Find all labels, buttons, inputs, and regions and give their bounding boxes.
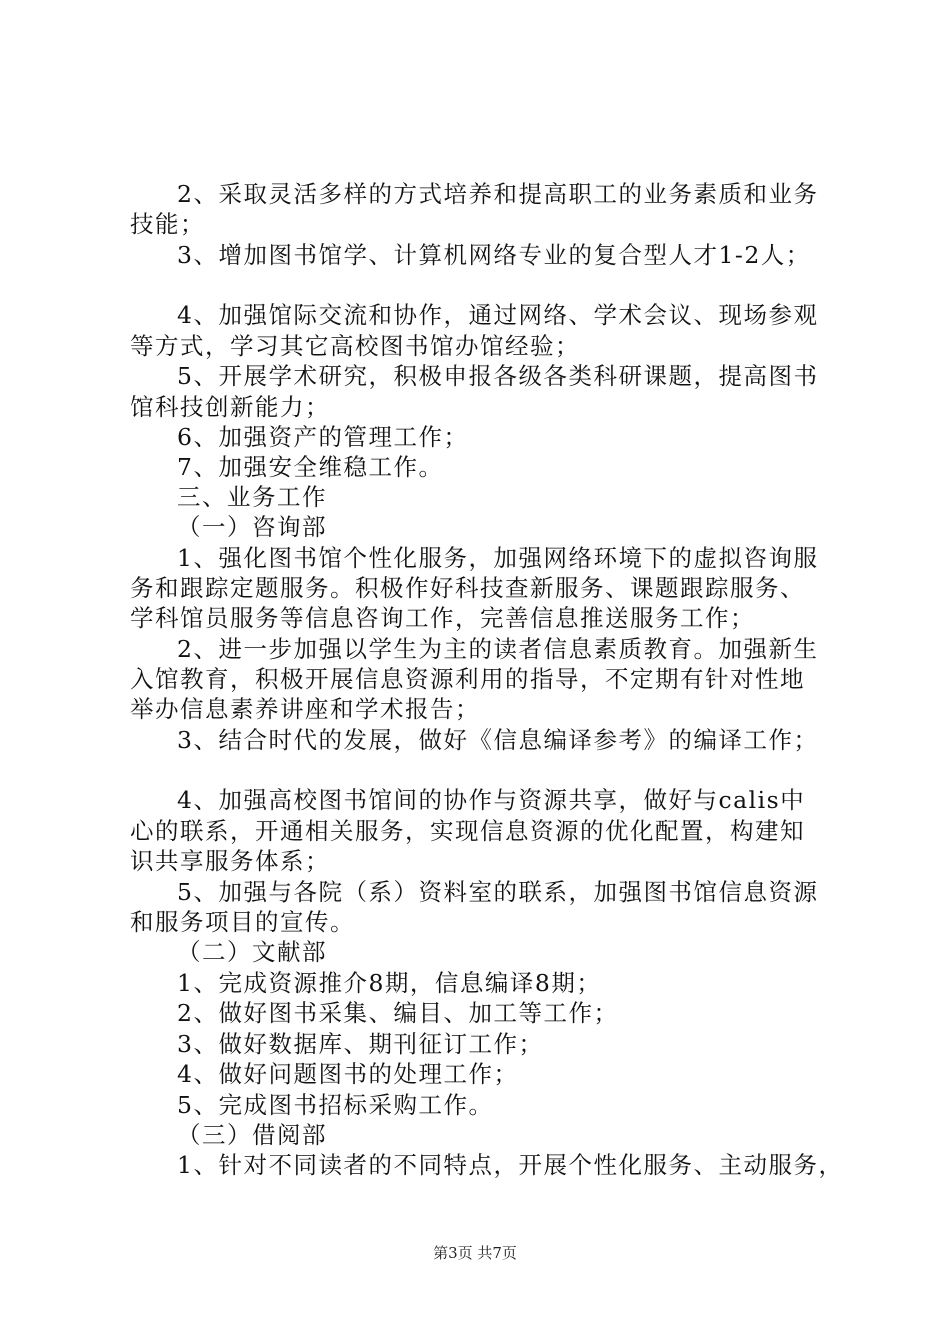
text-line: 馆科技创新能力； xyxy=(130,393,330,421)
text-line: 5、完成图书招标采购工作。 xyxy=(177,1091,494,1119)
subsection-heading: （一）咨询部 xyxy=(177,513,327,541)
text-line: 4、加强馆际交流和协作，通过网络、学术会议、现场参观 xyxy=(177,301,819,329)
text-line: 1、针对不同读者的不同特点，开展个性化服务、主动服务， xyxy=(177,1151,844,1179)
page-number: 第3页 共7页 xyxy=(433,1244,517,1262)
text-line: 6、加强资产的管理工作； xyxy=(177,423,469,451)
text-line: 技能； xyxy=(130,210,205,238)
text-line: 5、加强与各院（系）资料室的联系，加强图书馆信息资源 xyxy=(177,878,819,906)
text-line: 心的联系，开通相关服务，实现信息资源的优化配置，构建知 xyxy=(130,817,805,845)
text-line: 识共享服务体系； xyxy=(130,847,330,875)
text-line: 2、采取灵活多样的方式培养和提高职工的业务素质和业务 xyxy=(177,180,819,208)
subsection-heading: （三）借阅部 xyxy=(177,1121,327,1149)
text-line: 1、完成资源推介8期，信息编译8期； xyxy=(177,969,602,997)
text-line: 2、做好图书采集、编目、加工等工作； xyxy=(177,999,619,1027)
text-line: 等方式，学习其它高校图书馆办馆经验； xyxy=(130,332,580,360)
text-line: 2、进一步加强以学生为主的读者信息素质教育。加强新生 xyxy=(177,635,819,663)
text-line: 3、结合时代的发展，做好《信息编译参考》的编译工作； xyxy=(177,726,819,754)
text-line: 7、加强安全维稳工作。 xyxy=(177,453,444,481)
text-line: 学科馆员服务等信息咨询工作，完善信息推送服务工作； xyxy=(130,604,755,632)
text-line: 4、做好问题图书的处理工作； xyxy=(177,1060,519,1088)
subsection-heading: （二）文献部 xyxy=(177,938,327,966)
text-line: 3、做好数据库、期刊征订工作； xyxy=(177,1030,544,1058)
text-line: 1、强化图书馆个性化服务，加强网络环境下的虚拟咨询服 xyxy=(177,544,819,572)
text-line: 5、开展学术研究，积极申报各级各类科研课题，提高图书 xyxy=(177,362,819,390)
text-line: 和服务项目的宣传。 xyxy=(130,908,355,936)
text-line: 4、加强高校图书馆间的协作与资源共享，做好与calis中 xyxy=(177,786,806,814)
text-line: 举办信息素养讲座和学术报告； xyxy=(130,695,480,723)
section-heading: 三、业务工作 xyxy=(177,483,327,511)
text-line: 入馆教育，积极开展信息资源利用的指导，不定期有针对性地 xyxy=(130,665,805,693)
text-line: 3、增加图书馆学、计算机网络专业的复合型人才1-2人； xyxy=(177,241,811,269)
text-line: 务和跟踪定题服务。积极作好科技查新服务、课题跟踪服务、 xyxy=(130,574,805,602)
